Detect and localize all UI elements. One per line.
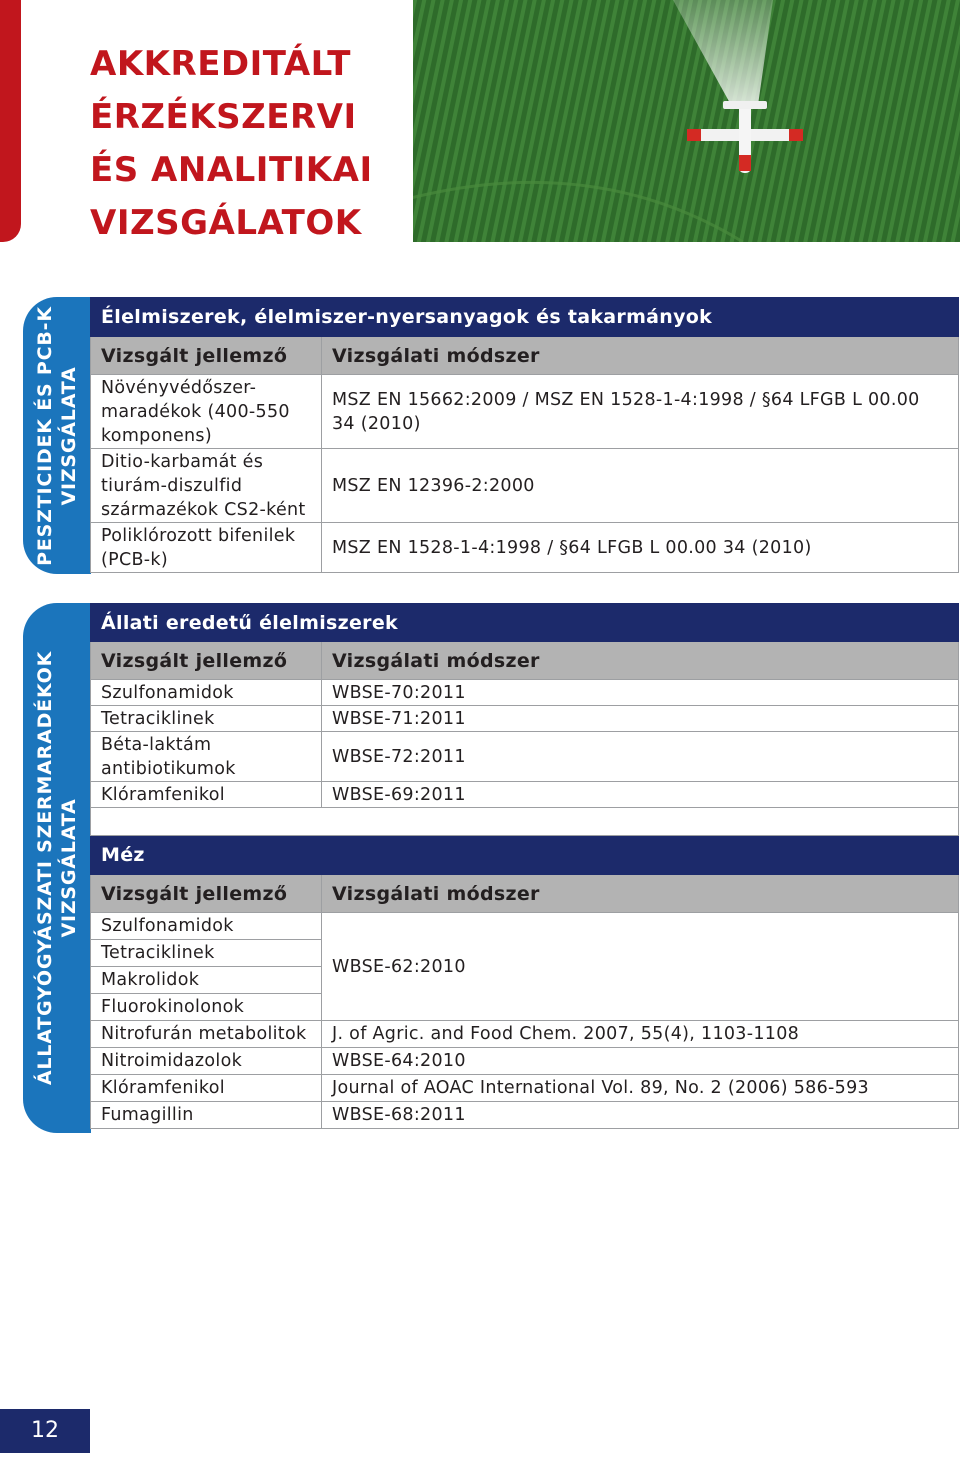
page-title: [90, 38, 400, 250]
table-row: [91, 913, 959, 940]
column-header: Vizsgálati módszer: [322, 337, 959, 375]
table-row: [91, 732, 959, 782]
method-cell: WBSE-68:2011: [322, 1102, 959, 1129]
param-cell: Ditio-karbamát és tiurám-diszulfid származékok CS2-ként: [91, 449, 322, 523]
column-header: Vizsgálati módszer: [322, 875, 959, 913]
column-header: Vizsgált jellemző: [91, 642, 322, 680]
method-cell: WBSE-64:2010: [322, 1048, 959, 1075]
table-row: [91, 375, 959, 449]
section-heading: Méz: [91, 836, 959, 875]
param-cell: Makrolidok: [91, 967, 322, 994]
section-tab-veterinary: [23, 603, 91, 1133]
table-row: [91, 1102, 959, 1129]
param-cell: Fluorokinolonok: [91, 994, 322, 1021]
table-row: [91, 680, 959, 706]
param-cell: Béta-laktám antibiotikumok: [91, 732, 322, 782]
param-cell: Növényvédőszer-maradékok (400-550 komponens): [91, 375, 322, 449]
title-line: AKKREDITÁLT: [90, 44, 351, 84]
param-cell: Klóramfenikol: [91, 1075, 322, 1102]
param-cell: Tetraciklinek: [91, 940, 322, 967]
table-row: [91, 782, 959, 808]
section-heading: Állati eredetű élelmiszerek: [91, 604, 959, 642]
param-cell: Szulfonamidok: [91, 913, 322, 940]
param-cell: Tetraciklinek: [91, 706, 322, 732]
tab-label-line: PESZTICIDEK ÉS PCB-K: [34, 305, 56, 566]
param-cell: Fumagillin: [91, 1102, 322, 1129]
method-cell: Journal of AOAC International Vol. 89, No. 2 (2006) 586-593: [322, 1075, 959, 1102]
table-row: [91, 1048, 959, 1075]
title-line: ÉS ANALITIKAI: [90, 150, 373, 190]
method-cell: J. of Agric. and Food Chem. 2007, 55(4), 1103-1108: [322, 1021, 959, 1048]
method-cell: WBSE-70:2011: [322, 680, 959, 706]
veterinary-table: [90, 603, 959, 1129]
method-cell: MSZ EN 12396-2:2000: [322, 449, 959, 523]
pesticide-table: [90, 297, 959, 573]
table-row: [91, 1075, 959, 1102]
param-cell: Klóramfenikol: [91, 782, 322, 808]
accent-bar: [0, 0, 21, 242]
table-row: [91, 449, 959, 523]
method-cell: MSZ EN 15662:2009 / MSZ EN 1528-1-4:1998 / §64 LFGB L 00.00 34 (2010): [322, 375, 959, 449]
table-row: [91, 1021, 959, 1048]
param-cell: Nitrofurán metabolitok: [91, 1021, 322, 1048]
crop-duster-photo: [413, 0, 960, 242]
section-tab-pesticides: [23, 297, 91, 574]
column-header: Vizsgált jellemző: [91, 875, 322, 913]
method-cell: WBSE-69:2011: [322, 782, 959, 808]
spacer: [91, 808, 959, 836]
tab-label-line: ÁLLATGYÓGYÁSZATI SZERMARADÉKOK: [34, 650, 56, 1086]
param-cell: Poliklórozott bifenilek (PCB-k): [91, 523, 322, 573]
param-cell: Nitroimidazolok: [91, 1048, 322, 1075]
tab-label-line: VIZSGÁLATA: [58, 798, 80, 938]
page-number: 12: [0, 1409, 90, 1453]
method-cell: WBSE-62:2010: [322, 913, 959, 1021]
section-heading: Élelmiszerek, élelmiszer-nyersanyagok és takarmányok: [91, 298, 959, 337]
column-header: Vizsgálati módszer: [322, 642, 959, 680]
table-row: [91, 706, 959, 732]
method-cell: WBSE-72:2011: [322, 732, 959, 782]
tab-label-line: VIZSGÁLATA: [58, 365, 80, 506]
table-row: [91, 523, 959, 573]
title-line: ÉRZÉKSZERVI: [90, 97, 357, 137]
method-cell: WBSE-71:2011: [322, 706, 959, 732]
param-cell: Szulfonamidok: [91, 680, 322, 706]
column-header: Vizsgált jellemző: [91, 337, 322, 375]
title-line: VIZSGÁLATOK: [90, 203, 362, 243]
method-cell: MSZ EN 1528-1-4:1998 / §64 LFGB L 00.00 34 (2010): [322, 523, 959, 573]
